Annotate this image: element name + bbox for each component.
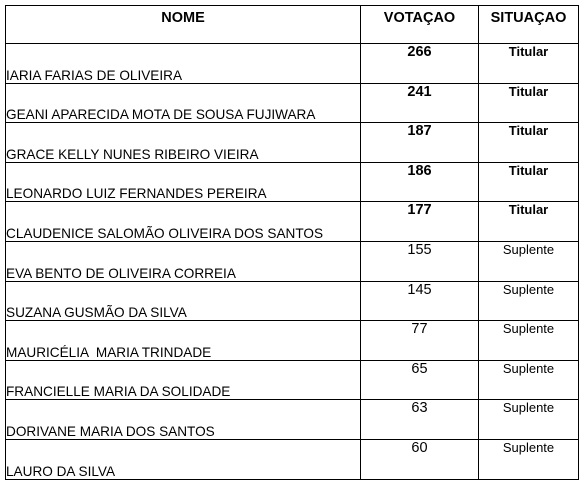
results-table-container — [5, 5, 578, 480]
vote-count: 60 — [361, 439, 479, 479]
table-row — [6, 241, 579, 281]
table-row — [6, 281, 579, 321]
table-row — [6, 321, 579, 361]
candidate-name: LEONARDO LUIZ FERNANDES PEREIRA — [6, 162, 361, 202]
table-row — [6, 83, 579, 123]
candidate-status: Suplente — [479, 400, 579, 440]
table-row — [6, 44, 579, 84]
vote-count: 77 — [361, 321, 479, 361]
column-header-votes: VOTAÇAO — [361, 6, 479, 44]
table-row — [6, 400, 579, 440]
candidate-name-text: MAURICÉLIA MARIA TRINDADE — [6, 344, 212, 360]
candidate-status: Suplente — [479, 321, 579, 361]
vote-count: 241 — [361, 83, 479, 123]
candidate-name: EVA BENTO DE OLIVEIRA CORREIA — [6, 241, 361, 281]
candidate-status: Titular — [479, 83, 579, 123]
vote-count: 186 — [361, 162, 479, 202]
candidate-status: Titular — [479, 123, 579, 163]
candidate-name: FRANCIELLE MARIA DA SOLIDADE — [6, 360, 361, 400]
vote-count: 187 — [361, 123, 479, 163]
candidate-status: Titular — [479, 202, 579, 242]
vote-count: 177 — [361, 202, 479, 242]
candidate-status: Suplente — [479, 439, 579, 479]
candidate-name: LAURO DA SILVA — [6, 439, 361, 479]
vote-count: 145 — [361, 281, 479, 321]
candidate-name — [6, 321, 361, 361]
candidate-status: Suplente — [479, 241, 579, 281]
header-row — [6, 6, 579, 44]
candidate-name: GEANI APARECIDA MOTA DE SOUSA FUJIWARA — [6, 83, 361, 123]
candidate-name: GRACE KELLY NUNES RIBEIRO VIEIRA — [6, 123, 361, 163]
candidate-name: IARIA FARIAS DE OLIVEIRA — [6, 44, 361, 84]
vote-count: 65 — [361, 360, 479, 400]
vote-count: 63 — [361, 400, 479, 440]
candidate-name: SUZANA GUSMÃO DA SILVA — [6, 281, 361, 321]
table-row — [6, 162, 579, 202]
table-row — [6, 439, 579, 479]
candidate-status: Titular — [479, 44, 579, 84]
table-row — [6, 123, 579, 163]
vote-count: 155 — [361, 241, 479, 281]
election-results-table — [5, 5, 579, 480]
candidate-name: CLAUDENICE SALOMÃO OLIVEIRA DOS SANTOS — [6, 202, 361, 242]
candidate-status: Suplente — [479, 281, 579, 321]
table-row — [6, 202, 579, 242]
table-row — [6, 360, 579, 400]
column-header-status: SITUAÇAO — [479, 6, 579, 44]
column-header-name: NOME — [6, 6, 361, 44]
candidate-status: Titular — [479, 162, 579, 202]
candidate-name: DORIVANE MARIA DOS SANTOS — [6, 400, 361, 440]
candidate-status: Suplente — [479, 360, 579, 400]
table-body — [6, 44, 579, 480]
table-header — [6, 6, 579, 44]
vote-count: 266 — [361, 44, 479, 84]
